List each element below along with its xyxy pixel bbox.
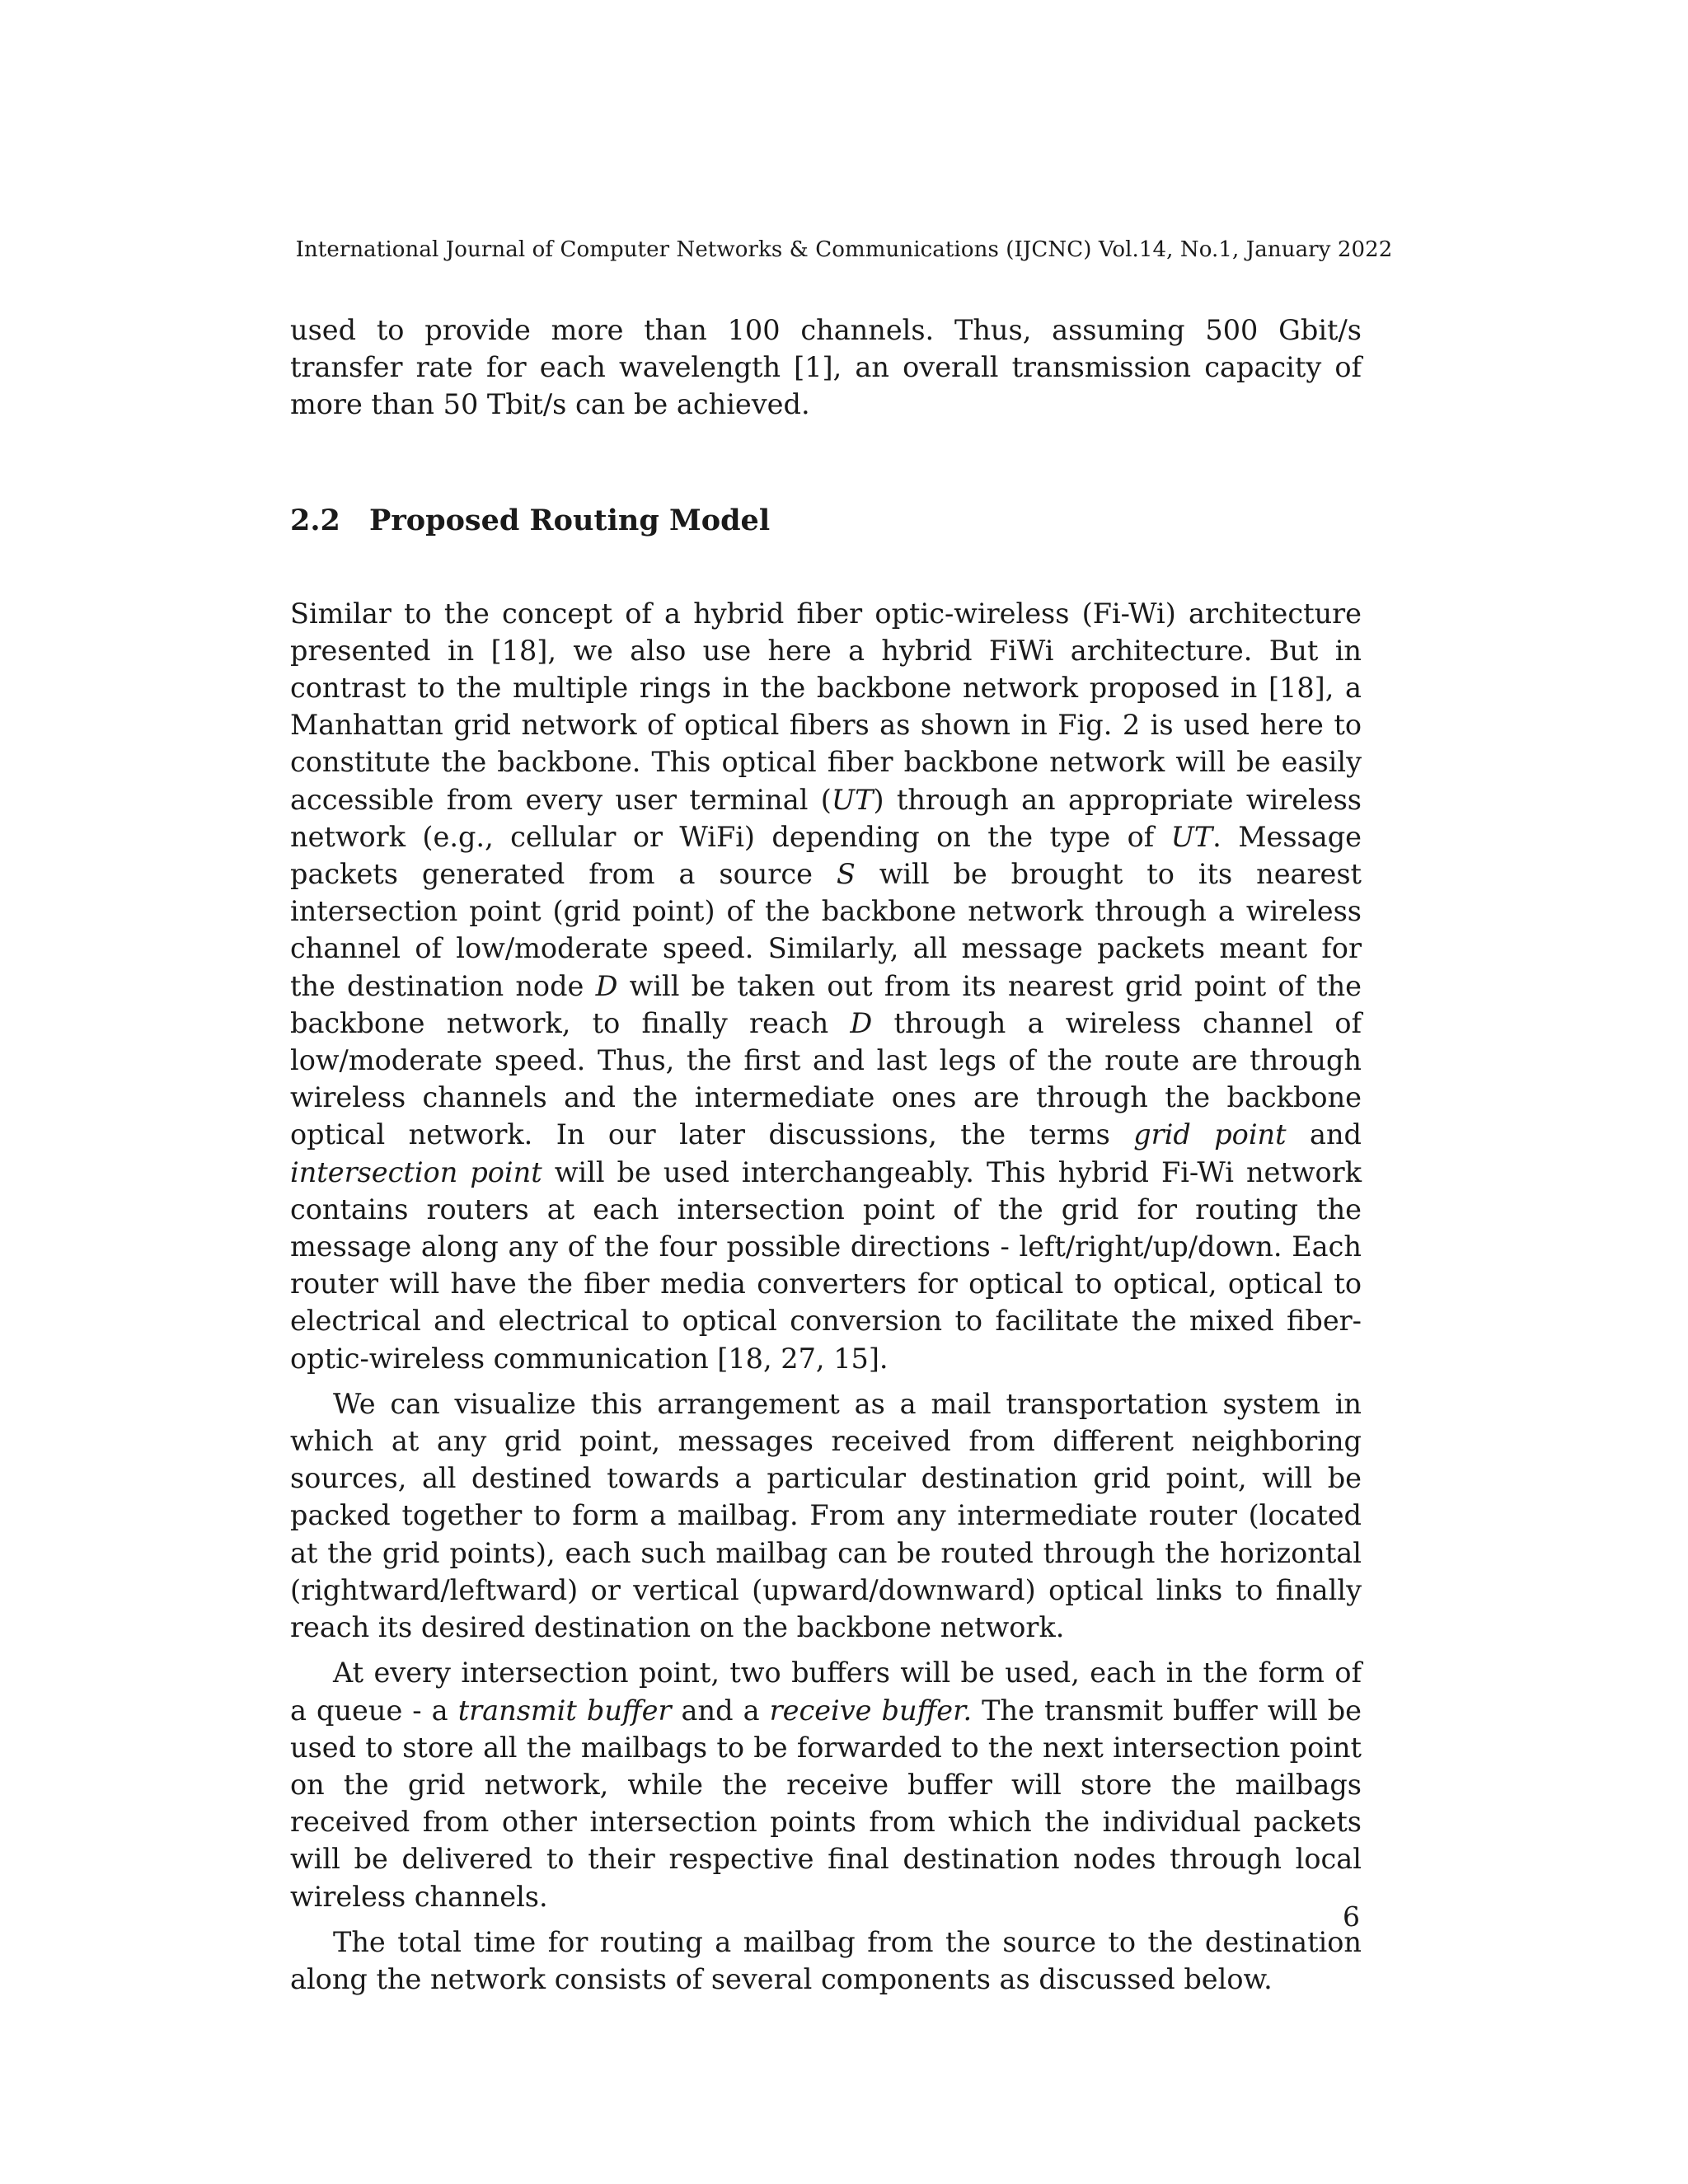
page-number: 6 bbox=[1343, 1900, 1360, 1933]
paragraph-buffers: At every intersection point, two buffers will be used, each in the form of a queue - a transmit buffer and a receive buffer. The transmit buffer will be used to store all the mailbags to be forwarded to the next intersection point on the grid network, while the receive buffer will store the mailbags received from other intersection points from which the individual packets will be delivered to their respective final destination nodes through local wireless channels. bbox=[290, 1657, 1362, 1913]
section-title: Proposed Routing Model bbox=[369, 503, 771, 537]
math-ut: UT bbox=[831, 783, 874, 816]
section-number: 2.2 bbox=[290, 503, 340, 537]
term-intersection-point: intersection point bbox=[290, 1155, 542, 1188]
term-receive-buffer: receive buffer. bbox=[769, 1694, 973, 1727]
term-transmit-buffer: transmit buffer bbox=[457, 1694, 672, 1727]
paragraph-routing-time: The total time for routing a mailbag from the source to the destination along the network consists of several components as discussed below. bbox=[290, 1925, 1362, 1995]
running-header: International Journal of Computer Networks & Communications (IJCNC) Vol.14, No.1, January 2022 bbox=[295, 237, 1393, 262]
term-grid-point: grid point bbox=[1133, 1118, 1287, 1151]
intro-paragraph: used to provide more than 100 channels. Thus, assuming 500 Gbit/s transfer rate for each wavelength [1], an overall transmission capacity of more than 50 Tbit/s can be achieved. bbox=[290, 314, 1362, 421]
math-destination: D bbox=[850, 1006, 873, 1039]
math-source: S bbox=[836, 858, 856, 891]
paragraph-architecture: Similar to the concept of a hybrid fiber optic-wireless (Fi-Wi) architecture presented in [18], we also use here a hybrid FiWi architecture. But in contrast to the multiple rings in the backbone network proposed in [18], a Manhattan grid network of optical fibers as shown in Fig. 2 is used here to constitute the backbone. This optical fiber backbone network will be easily accessible from every user terminal (UT) through an appropriate wireless network (e.g., cellular or WiFi) depending on the type of UT. Message packets generated from a source S will be brought to its nearest intersection point (grid point) of the backbone network through a wireless channel of low/moderate speed. Similarly, all message packets meant for the destination node D will be taken out from its nearest grid point of the backbone network, to finally reach D through a wireless channel of low/moderate speed. Thus, the first and last legs of the route are through wireless channels and the intermediate ones are through the backbone optical network. In our later discussions, the terms grid point and intersection point will be used interchangeably. This hybrid Fi-Wi network contains routers at each intersection point of the grid for routing the message along any of the four possible directions - left/right/up/down. Each router will have the fiber media converters for optical to optical, optical to electrical and electrical to optical conversion to facilitate the mixed fiber-optic-wireless communication [18, 27, 15]. bbox=[290, 597, 1362, 1375]
math-destination: D bbox=[595, 969, 618, 1002]
page-body bbox=[290, 312, 1362, 1998]
paragraph-mail-analogy: We can visualize this arrangement as a mail transportation system in which at any grid point, messages received from different neighboring sources, all destined towards a particular destination grid point, will be packed together to form a mailbag. From any intermediate router (located at the grid points), each such mailbag can be routed through the horizontal (rightward/leftward) or vertical (upward/downward) optical links to finally reach its desired destination on the backbone network. bbox=[290, 1387, 1362, 1644]
math-ut: UT bbox=[1170, 820, 1213, 853]
section-heading bbox=[290, 502, 1362, 539]
